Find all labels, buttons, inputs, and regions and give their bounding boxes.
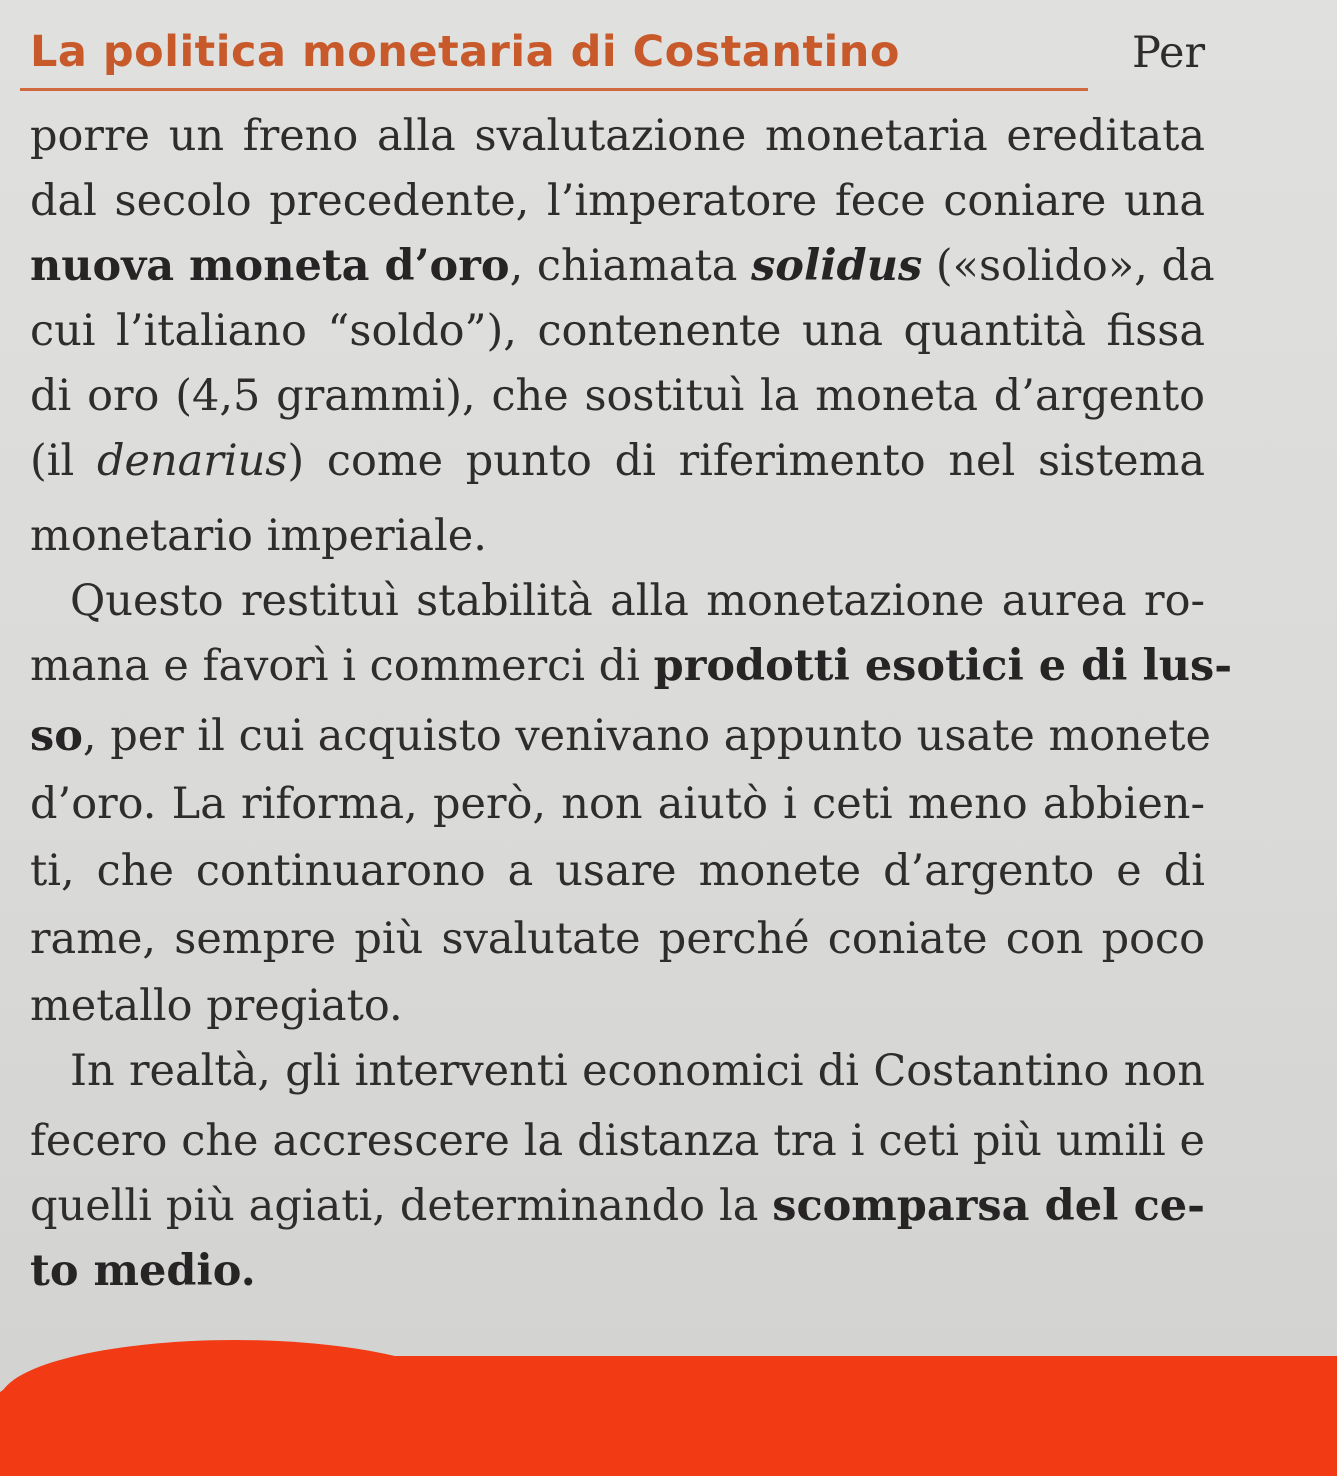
body-text: di oro (4,5 grammi), che sostituì la moneta d’argento (30, 371, 1205, 421)
body-text: ti, che continuarono a usare monete d’argento e di (30, 846, 1205, 896)
body-text: (il (30, 436, 97, 486)
body-text: , per il cui acquisto venivano appunto usate monete (82, 711, 1211, 761)
body-text: Questo restituì stabilità alla monetazione aurea ro- (70, 576, 1205, 626)
body-text: d’oro. La riforma, però, non aiutò i ceti meno abbien- (30, 779, 1205, 829)
text-line (30, 779, 1205, 829)
emphasized-text: so (30, 711, 83, 761)
text-line (30, 436, 1205, 486)
emphasized-text: scomparsa del ce- (772, 1181, 1205, 1231)
body-text: In realtà, gli interventi economici di Costantino non (70, 1046, 1205, 1096)
title-underline (20, 88, 1088, 91)
text-line (1132, 28, 1206, 78)
text-line (30, 511, 1205, 561)
text-line (30, 981, 1205, 1031)
emphasized-text: prodotti esotici e di lus- (653, 641, 1233, 691)
body-text: dal secolo precedente, l’imperatore fece coniare una (30, 176, 1205, 226)
text-line (30, 1246, 1205, 1296)
text-line (30, 241, 1215, 291)
text-line (70, 576, 1205, 626)
text-line (30, 1116, 1205, 1166)
text-line (30, 371, 1205, 421)
body-text: ) come punto di riferimento nel sistema (287, 436, 1205, 486)
body-text: metallo pregiato. (30, 981, 403, 1031)
body-text: quelli più agiati, determinando la (30, 1181, 773, 1231)
text-line (30, 111, 1205, 161)
body-text: , chiamata (509, 241, 752, 291)
emphasized-text: to medio. (30, 1246, 256, 1296)
section-title: La politica monetaria di Costantino (30, 27, 900, 77)
emphasized-text: nuova moneta d’oro (30, 241, 510, 291)
text-line (70, 1046, 1205, 1096)
body-text: fecero che accrescere la distanza tra i ceti più umili e (30, 1116, 1205, 1166)
body-text: Per (1132, 28, 1206, 78)
text-line (30, 711, 1211, 761)
text-line (30, 1181, 1205, 1231)
emphasized-text: solidus (751, 241, 923, 291)
body-text: («solido», da (922, 241, 1215, 291)
text-line (30, 846, 1205, 896)
text-line (30, 641, 1233, 691)
emphasized-text: denarius (97, 436, 288, 486)
body-text: monetario imperiale. (30, 511, 487, 561)
text-line (30, 914, 1205, 964)
redaction-mark (0, 1356, 1337, 1476)
text-line (30, 176, 1205, 226)
body-text: porre un freno alla svalutazione monetaria ereditata (30, 111, 1205, 161)
body-text: cui l’italiano “soldo”), contenente una quantità fissa (30, 306, 1205, 356)
text-line (30, 306, 1205, 356)
body-text: mana e favorì i commerci di (30, 641, 654, 691)
body-text: rame, sempre più svalutate perché coniate con poco (30, 914, 1205, 964)
